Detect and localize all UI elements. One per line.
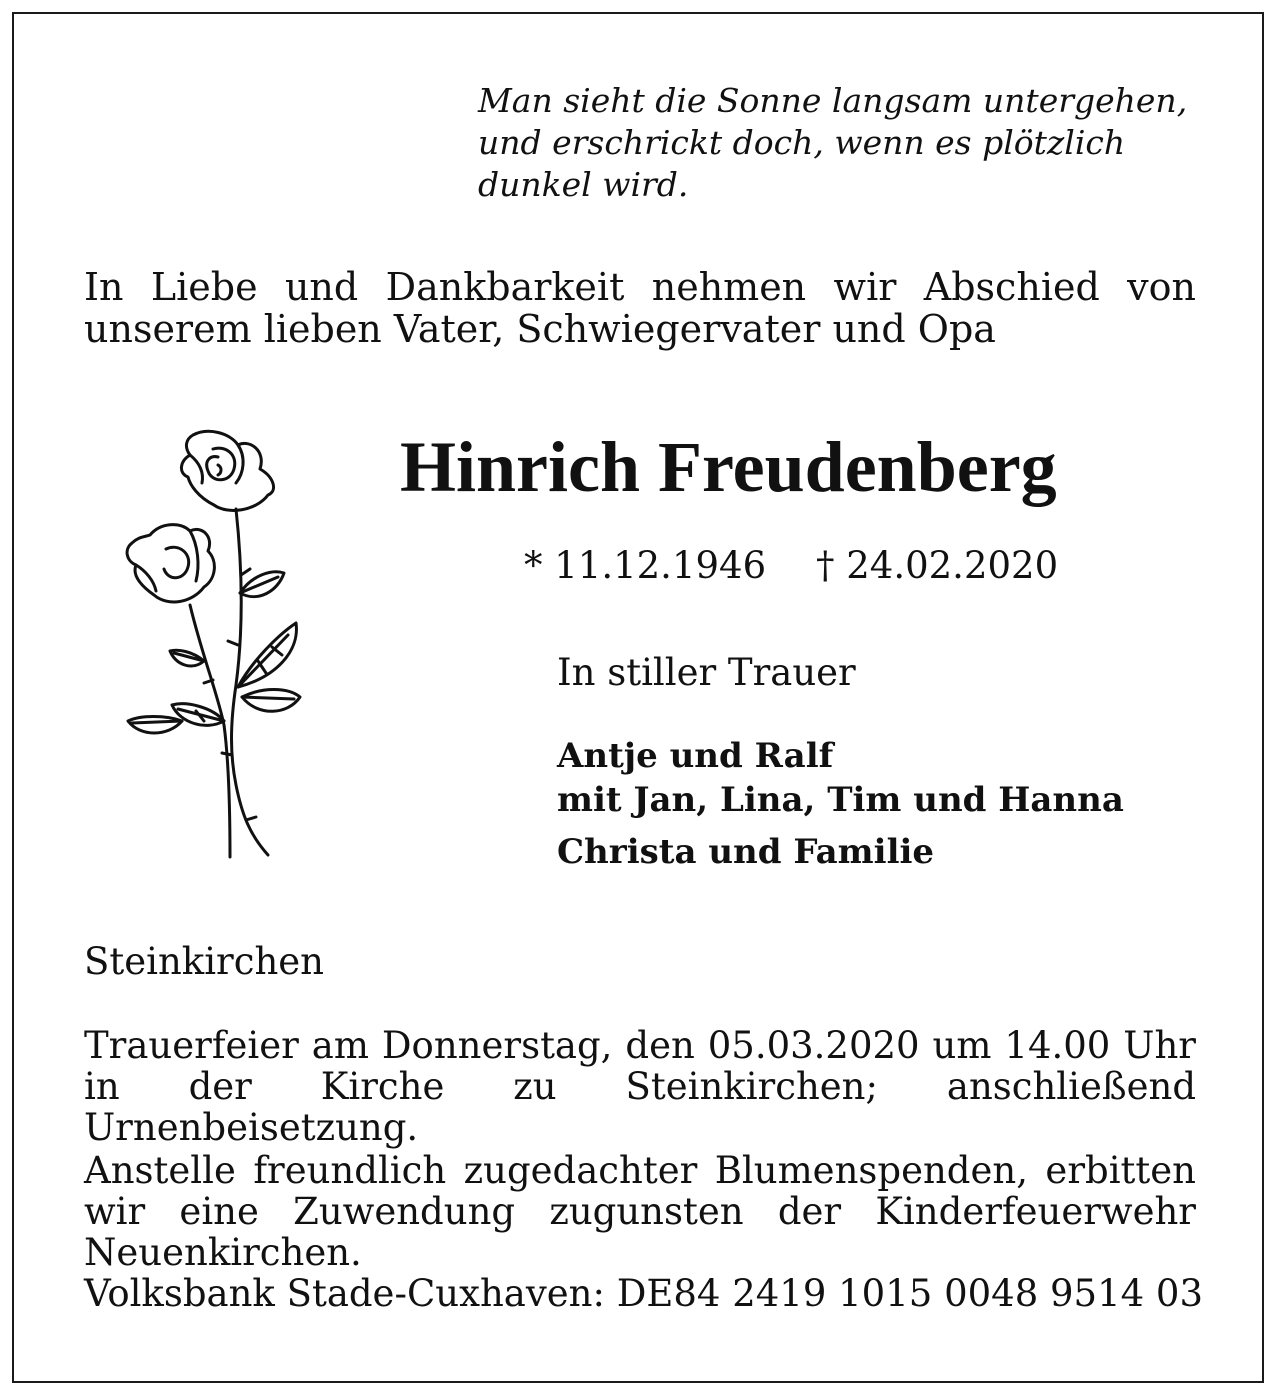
donation-line: Anstelle freundlich zugedachter Blumenspenden, erbitten xyxy=(84,1149,1196,1192)
deceased-name: Hinrich Freudenberg xyxy=(400,427,1057,507)
donation-info xyxy=(84,1149,1203,1315)
rose-icon xyxy=(118,425,308,865)
funeral-line: Trauerfeier am Donnerstag, den 05.03.2020 um 14.00 Uhr xyxy=(84,1024,1196,1067)
intro-line: unserem lieben Vater, Schwiegervater und Opa xyxy=(84,307,996,351)
family-line: Christa und Familie xyxy=(557,832,935,872)
family-line: Antje und Ralf xyxy=(557,736,834,776)
funeral-line: in der Kirche zu Steinkirchen; anschließend Urnenbeisetzung. xyxy=(84,1065,1196,1149)
mourning-phrase: In stiller Trauer xyxy=(557,651,856,694)
poem-quote xyxy=(478,80,1218,206)
place-name: Steinkirchen xyxy=(84,940,324,983)
donation-line: wir eine Zuwendung zugunsten der Kinderfeuerwehr xyxy=(84,1190,1196,1233)
poem-line: dunkel wird. xyxy=(478,165,689,204)
funeral-info xyxy=(84,1025,1196,1148)
birth-date: * 11.12.1946 xyxy=(524,544,767,587)
donation-line: Neuenkirchen. xyxy=(84,1231,362,1274)
death-date: † 24.02.2020 xyxy=(816,544,1059,587)
family-line: mit Jan, Lina, Tim und Hanna xyxy=(557,780,1124,820)
intro-text xyxy=(84,266,1196,350)
poem-line: Man sieht die Sonne langsam untergehen, xyxy=(478,81,1188,120)
intro-line: In Liebe und Dankbarkeit nehmen wir Abschied von xyxy=(84,265,1196,309)
poem-line: und erschrickt doch, wenn es plötzlich xyxy=(478,123,1126,162)
bank-details: Volksbank Stade-Cuxhaven: DE84 2419 1015 0048 9514 03 xyxy=(84,1272,1203,1315)
